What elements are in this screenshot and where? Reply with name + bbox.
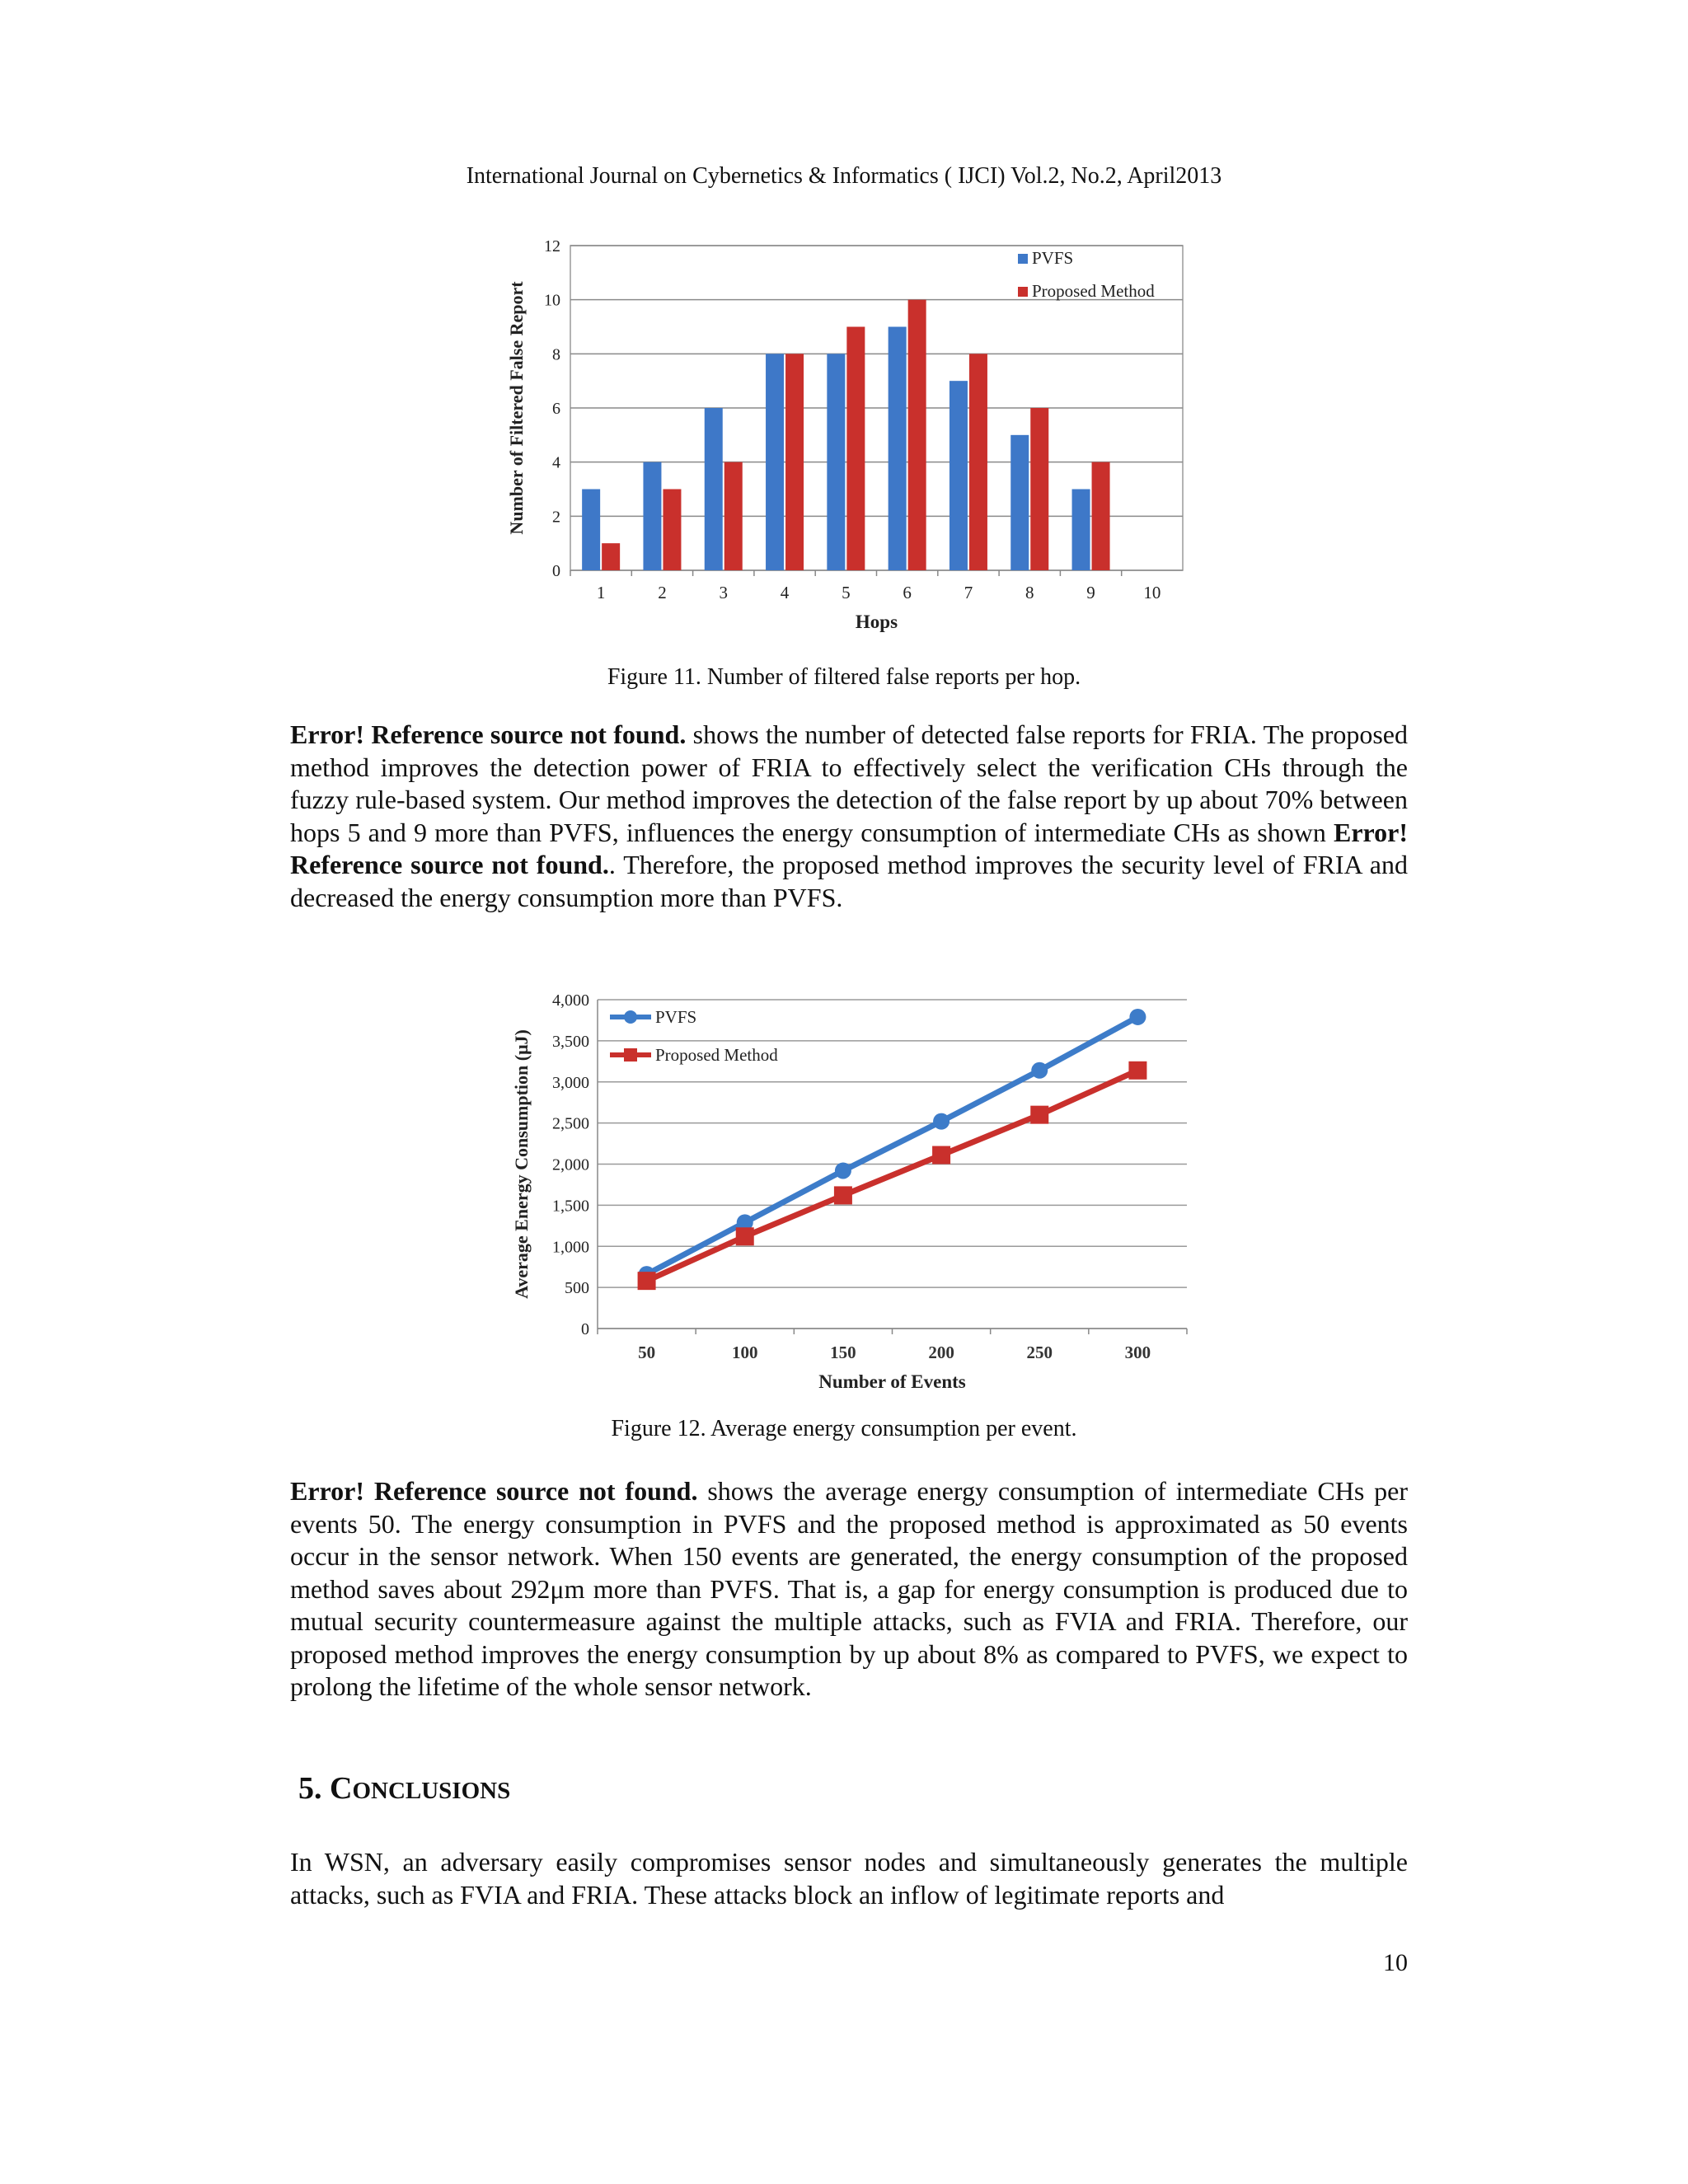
- legend-label: PVFS: [1032, 248, 1074, 268]
- bar-pvfs: [827, 354, 845, 570]
- y-tick-label: 2,500: [552, 1114, 589, 1133]
- figure-11-bar-chart: [495, 232, 1220, 644]
- y-tick-label: 3,500: [552, 1032, 589, 1051]
- y-tick-label: 0: [552, 562, 560, 580]
- bar-pvfs: [1072, 490, 1090, 571]
- bar-pvfs: [705, 408, 723, 570]
- x-axis-title: Number of Events: [818, 1371, 966, 1392]
- legend-marker: [624, 1048, 637, 1062]
- legend-label: Proposed Method: [655, 1045, 778, 1065]
- data-point-pvfs: [933, 1113, 950, 1130]
- x-tick-label: 8: [1025, 583, 1034, 602]
- reference-error: Error! Reference source not found.: [290, 719, 687, 749]
- y-axis-title: Number of Filtered False Report: [506, 281, 527, 535]
- data-point-proposed-method: [834, 1186, 852, 1204]
- paragraph-figure-12-discussion: [290, 1475, 1408, 1704]
- page-number: 10: [1383, 1949, 1408, 1976]
- series-line-proposed-method: [647, 1071, 1138, 1281]
- data-point-pvfs: [1129, 1009, 1146, 1025]
- x-tick-label: 3: [719, 583, 728, 602]
- data-point-proposed-method: [1128, 1062, 1146, 1080]
- legend-swatch: [1018, 287, 1028, 297]
- y-tick-label: 6: [552, 400, 560, 418]
- paragraph-conclusions: In WSN, an adversary easily compromises sensor nodes and simultaneously generates the multiple attacks, such as FVIA and FRIA. These attacks block an inflow of legitimate reports and: [290, 1847, 1408, 1910]
- y-tick-label: 12: [544, 237, 560, 255]
- x-tick-label: 10: [1143, 583, 1161, 602]
- y-tick-label: 2,000: [552, 1155, 589, 1174]
- bar-pvfs: [950, 381, 968, 570]
- data-point-proposed-method: [736, 1227, 754, 1245]
- x-axis-title: Hops: [855, 612, 898, 632]
- x-tick-label: 4: [780, 583, 790, 602]
- data-point-pvfs: [835, 1162, 851, 1179]
- x-tick-label: 5: [842, 583, 851, 602]
- figure-12-line-chart: [495, 977, 1220, 1397]
- data-point-proposed-method: [932, 1146, 950, 1165]
- bar-proposed-method: [602, 543, 620, 570]
- y-tick-label: 1,000: [552, 1238, 589, 1257]
- x-tick-label: 200: [928, 1343, 954, 1362]
- y-tick-label: 10: [544, 291, 560, 310]
- bar-proposed-method: [846, 327, 865, 571]
- x-tick-label: 250: [1026, 1343, 1053, 1362]
- bar-pvfs: [766, 354, 784, 570]
- figure-11-caption: Figure 11. Number of filtered false reports per hop.: [607, 664, 1081, 690]
- y-tick-label: 0: [581, 1320, 589, 1338]
- y-tick-label: 2: [552, 508, 560, 527]
- x-tick-label: 1: [596, 583, 606, 602]
- legend-label: Proposed Method: [1032, 281, 1155, 301]
- data-point-proposed-method: [638, 1272, 656, 1290]
- bar-pvfs: [1010, 435, 1029, 570]
- y-tick-label: 3,000: [552, 1073, 589, 1092]
- paragraph-figure-11-discussion: [290, 719, 1408, 914]
- paragraph-text: . Therefore, the proposed method improves the security level of FRIA and decreased the energy consumption more than PVFS.: [290, 850, 1409, 912]
- x-tick-label: 100: [732, 1343, 758, 1362]
- bar-proposed-method: [1030, 408, 1048, 570]
- x-tick-label: 9: [1086, 583, 1095, 602]
- figure-12-caption: Figure 12. Average energy consumption per event.: [611, 1416, 1077, 1441]
- bar-proposed-method: [1092, 462, 1110, 570]
- data-point-pvfs: [1031, 1062, 1048, 1079]
- bar-proposed-method: [663, 490, 681, 571]
- y-tick-label: 4: [552, 453, 560, 472]
- legend-marker: [624, 1010, 637, 1024]
- legend-swatch: [1018, 254, 1028, 264]
- bar-pvfs: [889, 327, 907, 571]
- data-point-proposed-method: [1030, 1106, 1048, 1124]
- section-heading-conclusions: 5. CONCLUSIONS: [298, 1771, 511, 1806]
- running-header: International Journal on Cybernetics & Informatics ( IJCI) Vol.2, No.2, April2013: [466, 163, 1222, 189]
- y-tick-label: 8: [552, 345, 560, 364]
- bar-proposed-method: [724, 462, 743, 570]
- x-tick-label: 150: [830, 1343, 856, 1362]
- y-tick-label: 1,500: [552, 1197, 589, 1216]
- bar-pvfs: [582, 490, 600, 571]
- paragraph-text: shows the average energy consumption of intermediate CHs per events 50. The energy consumption in PVFS and the proposed method is approximated as 50 events occur in the sensor network. When 150 events are generated, the energy consumption of the proposed method saves about 292μm more than PVFS. That is, a gap for energy consumption is produced due to mutual security countermeasure against the multiple attacks, such as FVIA and FRIA. Therefore, our proposed method improves the energy consumption by up about 8% as compared to PVFS, we expect to prolong the lifetime of the whole sensor network.: [290, 1476, 1409, 1701]
- legend-label: PVFS: [655, 1007, 697, 1027]
- x-tick-label: 6: [903, 583, 912, 602]
- x-tick-label: 7: [964, 583, 973, 602]
- y-axis-title: Average Energy Consumption (μJ): [511, 1029, 532, 1299]
- reference-error: Error! Reference source not found.: [290, 817, 1408, 879]
- x-tick-label: 300: [1124, 1343, 1151, 1362]
- y-tick-label: 500: [565, 1279, 589, 1298]
- reference-error: Error! Reference source not found.: [290, 1476, 698, 1506]
- bar-proposed-method: [785, 354, 804, 570]
- y-tick-label: 4,000: [552, 991, 589, 1010]
- paragraph-text: shows the number of detected false reports for FRIA. The proposed method improves the detection power of FRIA to effectively select the verification CHs through the fuzzy rule-based system. Our method improves the detection of the false report by up about 70% between hops 5 and 9 more than PVFS, influences the energy consumption of intermediate CHs as shown: [290, 719, 1409, 847]
- bar-pvfs: [643, 462, 661, 570]
- bar-proposed-method: [908, 300, 926, 570]
- x-tick-label: 50: [638, 1343, 656, 1362]
- bar-proposed-method: [969, 354, 987, 570]
- x-tick-label: 2: [658, 583, 667, 602]
